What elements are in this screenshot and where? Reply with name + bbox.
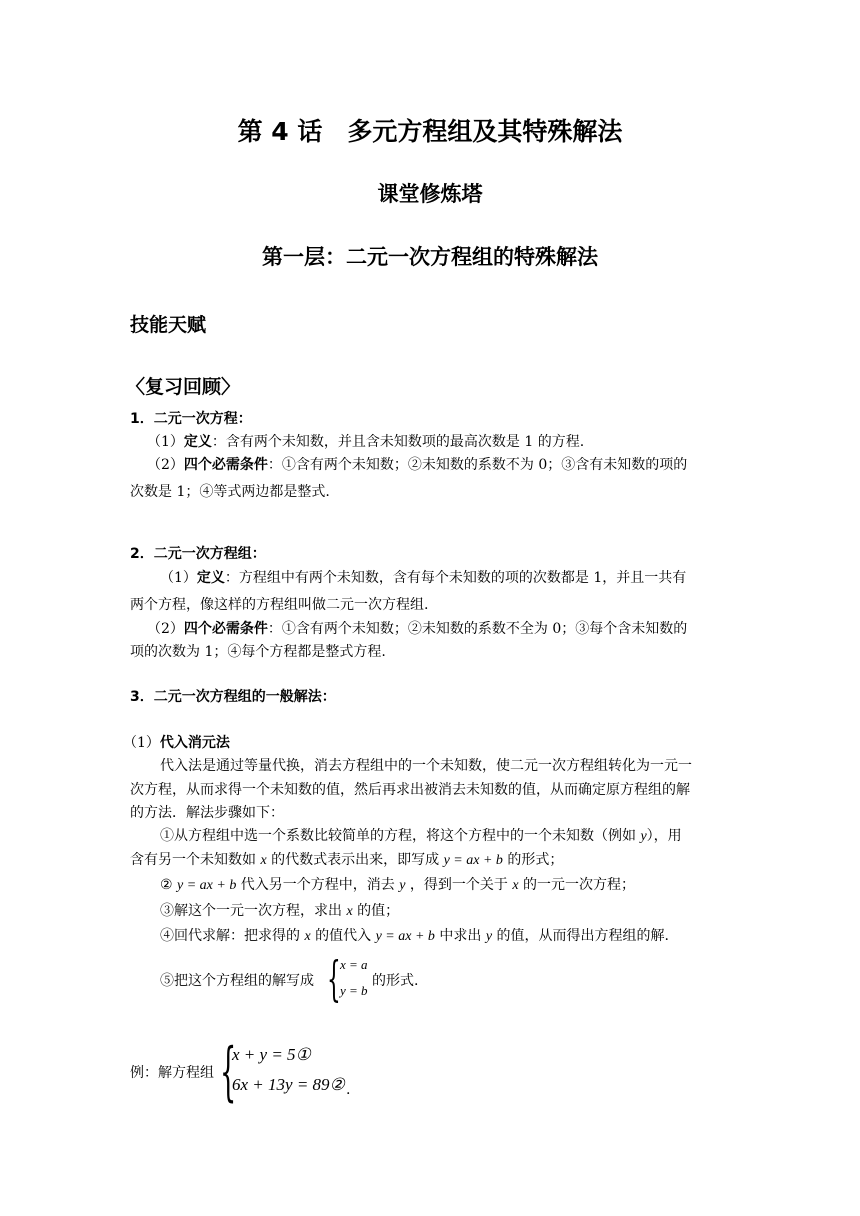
step-text: 的代数式表示出来，即写成 — [266, 852, 444, 868]
step-1-line-2 — [130, 848, 563, 873]
step-text: ），用 — [646, 828, 682, 844]
method-prefix: （1） — [123, 735, 160, 751]
step-text: ③解这个一元一次方程，求出 — [160, 903, 347, 919]
section-2-item-2-cont: 项的次数为 1；④每个方程都是整式方程. — [130, 644, 386, 660]
level-heading: 第一层：二元一次方程组的特殊解法 — [262, 245, 598, 269]
example-eq-1: x + y = 5① — [232, 1045, 311, 1064]
item-label: 定义 — [183, 434, 212, 450]
step-text: 的值，从而得出方程组的解. — [492, 928, 669, 944]
section-3-heading: 3．二元一次方程组的一般解法： — [130, 689, 336, 705]
step-3 — [160, 899, 399, 924]
section-subtitle: 课堂修炼塔 — [377, 182, 483, 206]
section-2-item-1 — [160, 566, 686, 590]
item-text: ：①含有两个未知数；②未知数的系数不为 0；③含有未知数的项的 — [267, 457, 688, 473]
step-2 — [160, 873, 635, 898]
section-2-heading: 2．二元一次方程组： — [130, 546, 266, 562]
math-var: y — [399, 878, 406, 893]
item-text: ：①含有两个未知数；②未知数的系数不全为 0；③每个含未知数的 — [267, 621, 688, 637]
method-1-heading — [123, 731, 230, 755]
section-2-item-2 — [147, 617, 687, 641]
review-heading: 〈复习回顾〉 — [126, 376, 241, 398]
math-var: x — [304, 929, 311, 944]
item-prefix: （1） — [160, 570, 197, 586]
method-paragraph-line-2: 次方程，从而求得一个未知数的值，然后再求出被消去未知数的值，从而确定原方程组的解 — [130, 782, 690, 798]
method-paragraph-line-1: 代入法是通过等量代换，消去方程组中的一个未知数，使二元一次方程组转化为一元一 — [160, 758, 692, 774]
step-text: ，得到一个关于 — [405, 877, 513, 893]
example-end: . — [346, 1082, 351, 1098]
step-text: 含有另一个未知数如 — [130, 852, 261, 868]
math-var: x — [260, 853, 267, 868]
solution-eq-x: x = a — [340, 957, 368, 972]
step-text: 中求出 — [434, 928, 486, 944]
step-text: 的一元一次方程； — [518, 877, 636, 893]
step-text: 的形式； — [502, 852, 564, 868]
section-2-item-1-cont: 两个方程，像这样的方程组叫做二元一次方程组. — [130, 597, 429, 613]
example-eq-2: 6x + 13y = 89② — [232, 1075, 345, 1094]
brace-symbol: { — [220, 1035, 237, 1109]
step-number: ② — [160, 877, 178, 893]
skill-heading: 技能天赋 — [130, 314, 207, 336]
section-1-heading: 1．二元一次方程： — [130, 411, 252, 427]
solution-eq-y: y = b — [340, 983, 368, 998]
brace-symbol: { — [327, 951, 341, 1007]
method-paragraph-line-3: 的方法．解法步骤如下： — [130, 805, 284, 821]
math-expression: y = ax + b — [375, 929, 435, 944]
step-text: 的值； — [352, 903, 400, 919]
step-text: 代入另一个方程中，消去 — [236, 877, 400, 893]
math-var: x — [346, 904, 353, 919]
item-text: ：方程组中有两个未知数，含有每个未知数的项的次数都是 1，并且一共有 — [224, 570, 687, 586]
item-prefix: （2） — [147, 621, 184, 637]
step-text: ④回代求解：把求得的 — [160, 928, 305, 944]
item-text: ：含有两个未知数，并且含未知数项的最高次数是 1 的方程. — [211, 434, 585, 450]
math-expression: y = ax + b — [443, 853, 503, 868]
step-1-line-1 — [160, 824, 682, 849]
section-1-item-1 — [147, 430, 584, 454]
math-var: x — [512, 878, 519, 893]
step-4 — [160, 924, 669, 949]
section-1-item-2-cont: 次数是 1；④等式两边都是整式. — [130, 484, 330, 500]
math-var: y — [485, 929, 493, 944]
item-prefix: （2） — [147, 457, 184, 473]
item-label: 四个必需条件 — [183, 457, 268, 473]
math-expression: y = ax + b — [177, 878, 237, 893]
section-1-item-2 — [147, 453, 687, 477]
example-label: 例：解方程组 — [130, 1065, 214, 1081]
step-5-end: 的形式. — [372, 973, 419, 989]
step-text: 的值代入 — [310, 928, 376, 944]
math-var: y — [640, 829, 647, 844]
item-label: 四个必需条件 — [183, 621, 268, 637]
page-title: 第 4 话 多元方程组及其特殊解法 — [237, 117, 623, 146]
item-label: 定义 — [196, 570, 225, 586]
item-prefix: （1） — [147, 434, 184, 450]
method-label: 代入消元法 — [159, 735, 230, 751]
step-5-text: ⑤把这个方程组的解写成 — [160, 973, 314, 989]
step-text: ①从方程组中选一个系数比较简单的方程，将这个方程中的一个未知数（例如 — [160, 828, 641, 844]
